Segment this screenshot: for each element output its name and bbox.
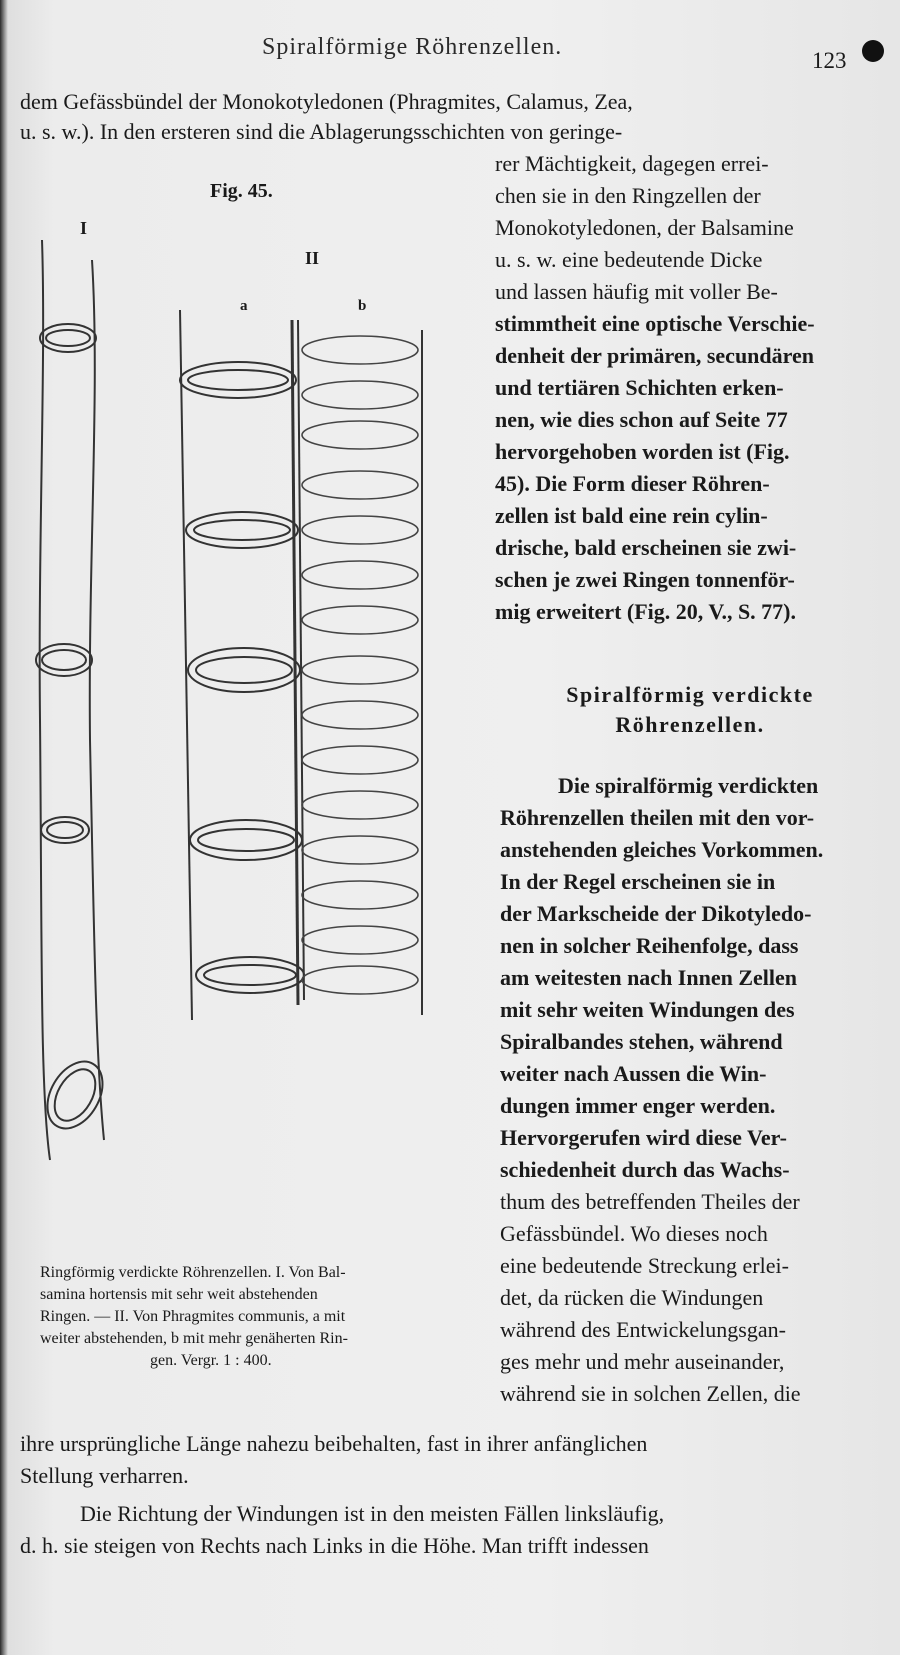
tube-iib-ring — [302, 606, 418, 634]
text-line: Gefässbündel. Wo dieses noch — [500, 1221, 768, 1246]
text-line: schen je zwei Ringen tonnenför- — [495, 567, 795, 592]
tube-i-right-wall — [90, 260, 104, 1140]
tube-iia-ring — [198, 829, 294, 851]
text-line: det, da rücken die Windungen — [500, 1285, 764, 1310]
tube-iia-ring — [196, 657, 292, 683]
text-line: und lassen häufig mit voller Be- — [495, 279, 778, 304]
text-line: nen in solcher Reihenfolge, dass — [500, 933, 799, 958]
tube-iib-ring — [302, 746, 418, 774]
text-line: u. s. w.). In den ersteren sind die Ablagerungsschichten von geringe- — [20, 119, 623, 144]
tube-iia-ring — [188, 648, 300, 692]
text-line: Die Richtung der Windungen ist in den meisten Fällen linksläufig, — [80, 1501, 665, 1526]
text-line: drische, bald erscheinen sie zwi- — [495, 535, 797, 560]
text-line: eine bedeutende Streckung erlei- — [500, 1253, 789, 1278]
page-number: 123 — [812, 48, 847, 73]
text-line: Stellung verharren. — [20, 1463, 189, 1488]
text-line: denheit der primären, secundären — [495, 343, 815, 368]
tube-iib-ring — [302, 656, 418, 684]
text-line: weiter nach Aussen die Win- — [500, 1061, 767, 1086]
text-line: stimmtheit eine optische Verschie- — [495, 311, 815, 336]
text-line: und tertiären Schichten erken- — [495, 375, 784, 400]
tube-i-left-wall — [40, 240, 50, 1160]
text-line: während des Entwickelungsgan- — [500, 1317, 786, 1342]
tube-iib-ring — [302, 836, 418, 864]
tube-iia-ring — [194, 520, 290, 540]
text-line: der Markscheide der Dikotyledo- — [500, 901, 812, 926]
text-line: rer Mächtigkeit, dagegen errei- — [495, 151, 769, 176]
text-line: d. h. sie steigen von Rechts nach Links in die Höhe. Man trifft indessen — [20, 1533, 649, 1558]
tube-i-ring — [40, 324, 96, 352]
text-line: dungen immer enger werden. — [500, 1093, 776, 1118]
text-line: ihre ursprüngliche Länge nahezu beibehalten, fast in ihrer anfänglichen — [20, 1431, 648, 1456]
tube-iib-ring — [302, 381, 418, 409]
text-line: u. s. w. eine bedeutende Dicke — [495, 247, 763, 272]
figure-part-i-label: I — [80, 218, 88, 238]
tube-iib-ring — [302, 561, 418, 589]
tube-i-ring — [46, 330, 90, 346]
tube-iib-ring — [302, 701, 418, 729]
figure-caption-line: samina hortensis mit sehr weit abstehenden — [40, 1286, 318, 1303]
text-line: am weitesten nach Innen Zellen — [500, 965, 797, 990]
page-edge-shadow — [0, 0, 8, 1655]
tube-iia-ring — [188, 370, 288, 390]
text-line: mig erweitert (Fig. 20, V., S. 77). — [495, 599, 797, 624]
tube-iib-ring — [302, 421, 418, 449]
text-line: 45). Die Form dieser Röhren- — [495, 471, 770, 496]
text-line: hervorgehoben worden ist (Fig. — [495, 439, 790, 464]
tube-iia-ring — [180, 362, 296, 398]
tube-iib-ring — [302, 336, 418, 364]
figure-sub-b-label: b — [358, 298, 367, 314]
figure-sub-a-label: a — [240, 298, 248, 314]
text-line: Hervorgerufen wird diese Ver- — [500, 1125, 787, 1150]
figure-caption-line: Ringen. — II. Von Phragmites communis, a mit — [40, 1308, 346, 1325]
tube-i-ring — [41, 817, 89, 843]
tube-iib-ring — [302, 471, 418, 499]
tube-iib-ring — [302, 966, 418, 994]
text-line: dem Gefässbündel der Monokotyledonen (Phragmites, Calamus, Zea, — [20, 89, 633, 114]
figure-caption-line: Ringförmig verdickte Röhrenzellen. I. Von Bal- — [40, 1264, 346, 1281]
tube-iia-ring — [196, 957, 304, 993]
tube-i-ring — [47, 822, 83, 838]
text-line: schiedenheit durch das Wachs- — [500, 1157, 790, 1182]
ink-blot — [862, 40, 884, 62]
text-line: zellen ist bald eine rein cylin- — [495, 503, 768, 528]
text-line: chen sie in den Ringzellen der — [495, 183, 761, 208]
figure-caption-line: weiter abstehenden, b mit mehr genäherten Rin- — [40, 1330, 348, 1347]
tube-iia-ring — [190, 820, 302, 860]
text-line: nen, wie dies schon auf Seite 77 — [495, 407, 788, 432]
section-title: Spiralförmig verdickte — [566, 682, 814, 707]
text-line: Die spiralförmig verdickten — [558, 773, 819, 798]
figure-caption-line: gen. Vergr. 1 : 400. — [150, 1352, 272, 1369]
tube-i-ring — [42, 650, 86, 670]
tube-iia-ring — [186, 512, 298, 548]
tube-i-ring — [36, 644, 92, 676]
text-line: anstehenden gleiches Vorkommen. — [500, 837, 824, 862]
figure-part-ii-label: II — [305, 248, 320, 268]
section-title: Röhrenzellen. — [615, 712, 765, 737]
tube-iib-ring — [302, 881, 418, 909]
text-line: ges mehr und mehr auseinander, — [500, 1349, 785, 1374]
text-line: Röhrenzellen theilen mit den vor- — [500, 805, 815, 830]
text-line: In der Regel erscheinen sie in — [500, 869, 776, 894]
tube-iib-ring — [302, 791, 418, 819]
tube-i-ring — [46, 1062, 103, 1127]
text-line: Spiralbandes stehen, während — [500, 1029, 783, 1054]
text-line: Monokotyledonen, der Balsamine — [495, 215, 794, 240]
tube-iib-ring — [302, 516, 418, 544]
text-line: während sie in solchen Zellen, die — [500, 1381, 801, 1406]
running-head: Spiralförmige Röhrenzellen. — [262, 34, 563, 60]
text-line: thum des betreffenden Theiles der — [500, 1189, 800, 1214]
tube-iib-ring — [302, 926, 418, 954]
figure-label: Fig. 45. — [210, 180, 273, 202]
text-line: mit sehr weiten Windungen des — [500, 997, 795, 1022]
ring-cell-illustration — [30, 240, 450, 1230]
tube-iia-ring — [204, 965, 296, 985]
